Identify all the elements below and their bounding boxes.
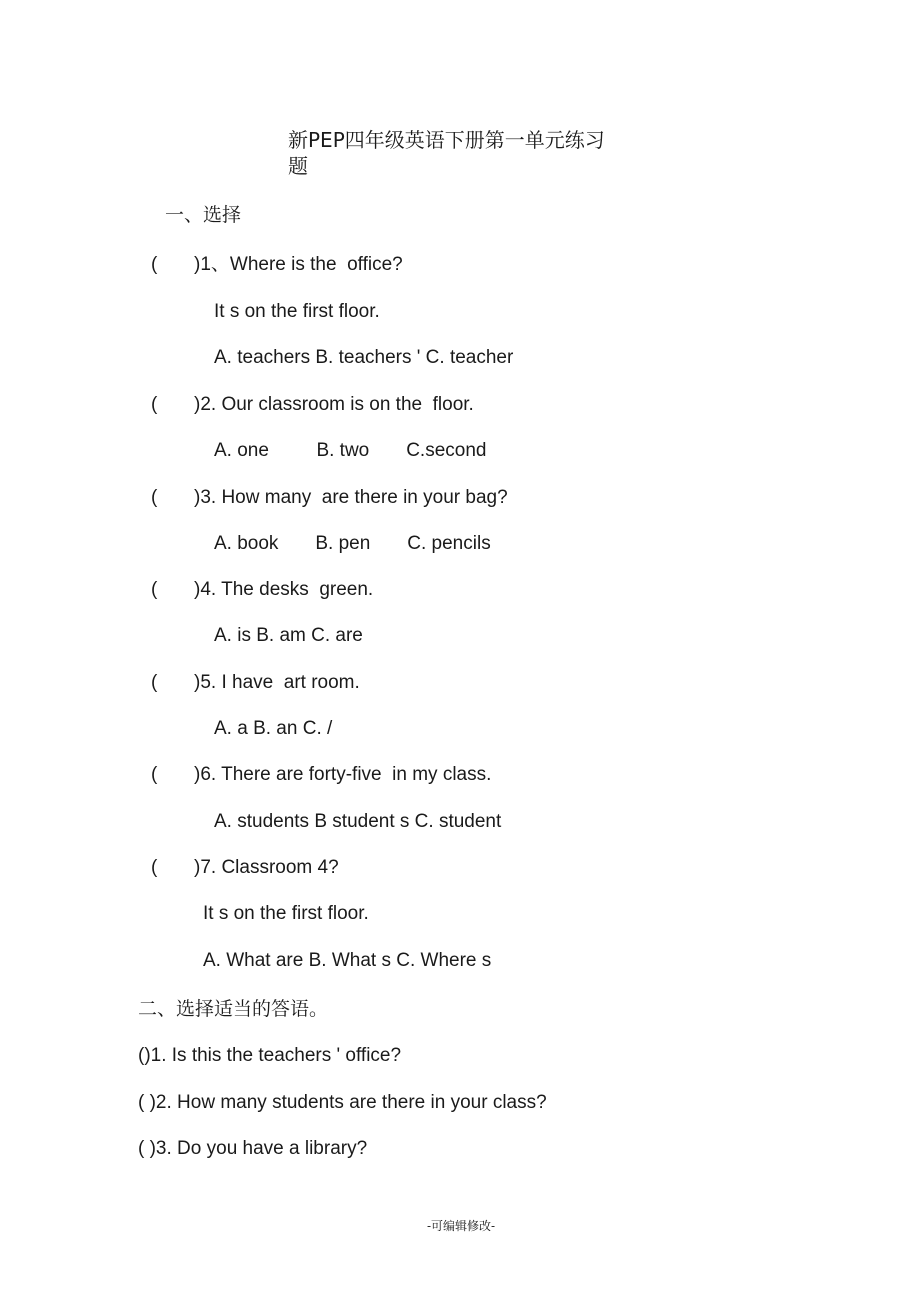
- title-line-1: 新PEP四年级英语下册第一单元练习: [288, 128, 605, 152]
- question-2-options: A. one B. two C.second: [214, 440, 487, 461]
- question-6-options: A. students B student s C. student: [214, 811, 502, 832]
- question-3-stem: )3. How many are there in your bag?: [194, 487, 508, 508]
- question-2-stem: )2. Our classroom is on the floor.: [194, 394, 474, 415]
- question-1-stem: )1、Where is the office?: [194, 254, 403, 275]
- page-footer: -可编辑修改-: [427, 1219, 496, 1233]
- section2-item-3: ( )3. Do you have a library?: [138, 1138, 368, 1159]
- question-7-options: A. What are B. What s C. Where s: [203, 950, 492, 971]
- section2-item-1: ()1. Is this the teachers ' office?: [138, 1045, 402, 1066]
- answer-paren: (: [151, 764, 158, 785]
- question-4-stem: )4. The desks green.: [194, 579, 374, 600]
- answer-paren: (: [151, 254, 158, 275]
- answer-paren: (: [151, 487, 158, 508]
- question-5-stem: )5. I have art room.: [194, 672, 360, 693]
- question-1-options: A. teachers B. teachers ' C. teacher: [214, 347, 514, 368]
- answer-paren: (: [151, 857, 158, 878]
- question-4-options: A. is B. am C. are: [214, 625, 363, 646]
- question-1-prompt: It s on the first floor.: [214, 301, 380, 322]
- question-7-stem: )7. Classroom 4?: [194, 857, 339, 878]
- section2-item-2: ( )2. How many students are there in your class?: [138, 1092, 547, 1113]
- question-5-options: A. a B. an C. /: [214, 718, 333, 739]
- question-3-options: A. book B. pen C. pencils: [214, 533, 491, 554]
- answer-paren: (: [151, 672, 158, 693]
- title-line-2: 题: [288, 154, 308, 178]
- answer-paren: (: [151, 394, 158, 415]
- question-6-stem: )6. There are forty-five in my class.: [194, 764, 492, 785]
- question-7-prompt: It s on the first floor.: [203, 903, 369, 924]
- section1-heading: 一、选择: [165, 204, 242, 226]
- answer-paren: (: [151, 579, 158, 600]
- section2-heading: 二、选择适当的答语。: [138, 998, 329, 1020]
